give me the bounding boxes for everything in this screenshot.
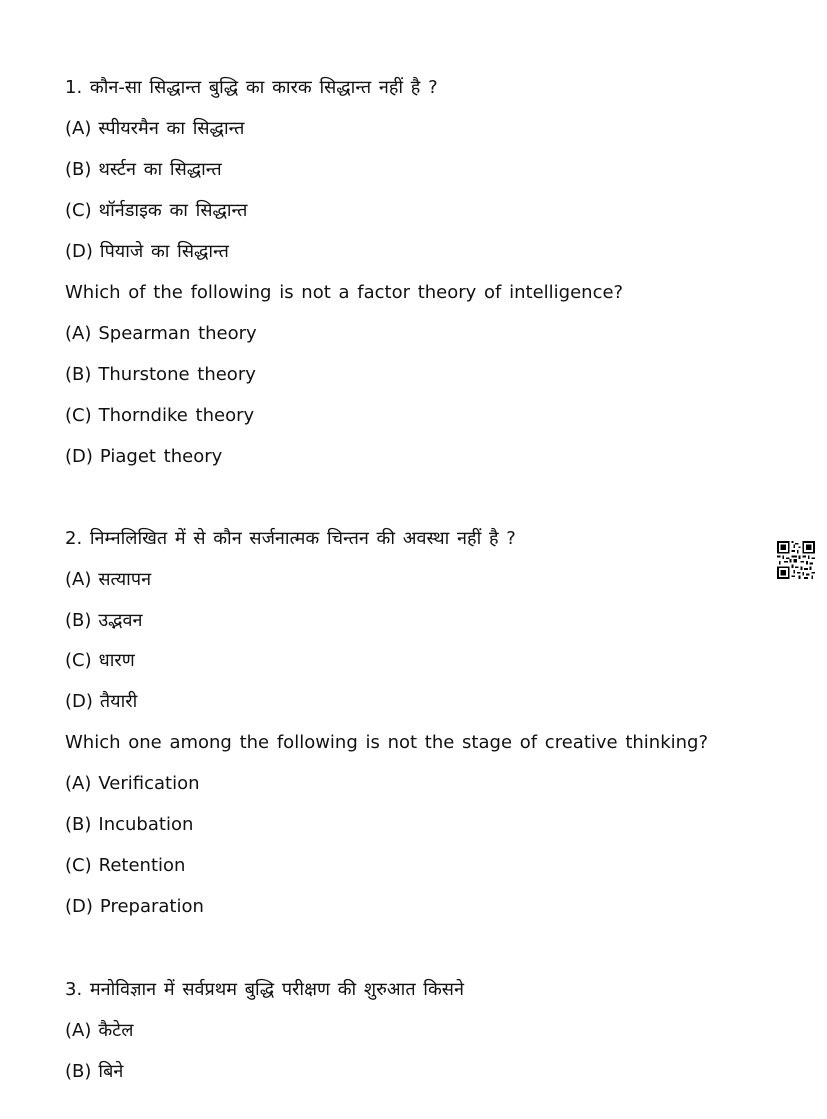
q2-english-option-d — [65, 895, 204, 919]
q2-hindi-option-b — [65, 609, 142, 633]
option-text: थॉर्नडाइक का सिद्धान्त — [98, 200, 248, 221]
option-label: (B) — [65, 364, 92, 385]
option-text: Preparation — [99, 896, 204, 917]
qr-code-graphic — [777, 541, 815, 579]
q2-english-option-c — [65, 854, 185, 878]
option-text: बिने — [98, 1061, 124, 1082]
q1-hindi-option-d — [65, 240, 229, 264]
option-text: उद्भवन — [98, 610, 143, 631]
q2-hindi-option-d — [65, 690, 137, 714]
option-text: Spearman theory — [98, 323, 257, 344]
option-label: (A) — [65, 323, 92, 344]
option-label: (B) — [65, 1061, 92, 1082]
question-1-english: Which of the following is not a factor theory of intelligence? — [65, 282, 624, 303]
q1-english-option-c — [65, 404, 254, 428]
q2-english-option-a — [65, 772, 200, 796]
option-label: (C) — [65, 405, 92, 426]
q1-english-option-a — [65, 322, 257, 346]
option-label: (C) — [65, 200, 92, 221]
q2-hindi-option-c — [65, 649, 135, 673]
option-text: धारण — [98, 650, 135, 671]
option-text: थर्स्टन का सिद्धान्त — [98, 159, 222, 180]
question-3-hindi: 3. मनोविज्ञान में सर्वप्रथम बुद्धि परीक्षण की शुरुआत किसने — [65, 979, 464, 1000]
option-label: (A) — [65, 118, 92, 139]
q3-hindi-option-b — [65, 1060, 123, 1084]
q1-english-option-d — [65, 445, 222, 469]
q3-hindi-option-a — [65, 1019, 133, 1043]
option-label: (D) — [65, 691, 93, 712]
option-text: Thorndike theory — [98, 405, 255, 426]
option-text: Piaget theory — [99, 446, 223, 467]
option-text: Retention — [98, 855, 186, 876]
option-text: स्पीयरमैन का सिद्धान्त — [98, 118, 245, 139]
option-label: (A) — [65, 569, 92, 590]
question-2-english: Which one among the following is not the stage of creative thinking? — [65, 732, 709, 753]
option-text: सत्यापन — [98, 569, 152, 590]
q1-hindi-option-c — [65, 199, 247, 223]
q1-hindi-option-a — [65, 117, 244, 141]
option-text: कैटेल — [98, 1020, 134, 1041]
q2-english-option-b — [65, 813, 193, 837]
q2-hindi-option-a — [65, 568, 151, 592]
qr-code-icon — [777, 541, 815, 579]
option-label: (A) — [65, 773, 92, 794]
option-label: (C) — [65, 855, 92, 876]
option-label: (B) — [65, 610, 92, 631]
option-label: (D) — [65, 241, 93, 262]
option-text: Verification — [98, 773, 200, 794]
question-1-hindi: 1. कौन-सा सिद्धान्त बुद्धि का कारक सिद्धान्त नहीं है ? — [65, 77, 438, 98]
option-label: (B) — [65, 159, 92, 180]
option-label: (A) — [65, 1020, 92, 1041]
option-text: Incubation — [98, 814, 194, 835]
q1-hindi-option-b — [65, 158, 222, 182]
option-label: (B) — [65, 814, 92, 835]
option-label: (D) — [65, 896, 93, 917]
option-text: तैयारी — [99, 691, 138, 712]
option-text: पियाजे का सिद्धान्त — [99, 241, 229, 262]
option-text: Thurstone theory — [98, 364, 256, 385]
question-2-hindi: 2. निम्नलिखित में से कौन सर्जनात्मक चिन्तन की अवस्था नहीं है ? — [65, 528, 516, 549]
option-label: (D) — [65, 446, 93, 467]
option-label: (C) — [65, 650, 92, 671]
q1-english-option-b — [65, 363, 256, 387]
